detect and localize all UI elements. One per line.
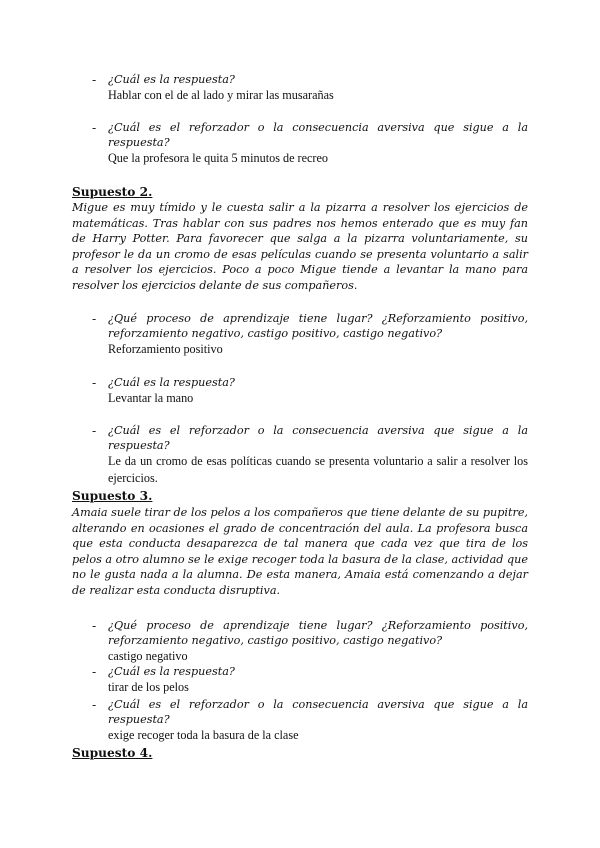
section-heading: Supuesto 4. [72, 746, 153, 760]
s1-respuesta-item [92, 72, 528, 104]
question-text: ¿Cuál es el reforzador o la consecuencia aversiva que sigue a la respuesta? [108, 424, 528, 452]
answer-text: Hablar con el de al lado y mirar las musarañas [108, 88, 334, 102]
bullet-dash: - [92, 72, 97, 87]
section-heading: Supuesto 3. [72, 489, 153, 503]
answer-text: Que la profesora le quita 5 minutos de recreo [108, 151, 328, 165]
question-text: ¿Cuál es la respuesta? [108, 73, 235, 86]
s3-reforzador-item [92, 697, 528, 744]
case-paragraph: Migue es muy tímido y le cuesta salir a la pizarra a resolver los ejercicios de matemáticas. Tras hablar con sus padres nos hemos enterado que es muy fan de Harry Potter. Para favorecer que salga a la pizarra voluntariamente, su profesor le da un cromo de esas películas cuando se presenta voluntario a salir a resolver los ejercicios. Poco a poco Migue tiende a levantar la mano para resolver los ejercicios delante de sus compañeros. [72, 201, 528, 292]
answer-text: castigo negativo [108, 649, 188, 663]
case-paragraph: Amaia suele tirar de los pelos a los compañeros que tiene delante de su pupitre, alterando en ocasiones el grado de concentración del aula. La profesora busca que esta conducta desaparezca de tal manera que cada vez que tira de los pelos a otro alumno se le exige recoger toda la basura de la clase, actividad que no le gusta nada a la alumna. De esta manera, Amaia está comenzando a dejar de realizar esta conducta disruptiva. [72, 506, 528, 597]
s1-reforzador-item [92, 120, 528, 167]
bullet-dash: - [92, 120, 97, 135]
bullet-dash: - [92, 423, 97, 438]
bullet-dash: - [92, 697, 97, 712]
question-text: ¿Cuál es el reforzador o la consecuencia aversiva que sigue a la respuesta? [108, 121, 528, 149]
s3-respuesta-item [92, 664, 528, 696]
answer-text: Le da un cromo de esas políticas cuando se presenta voluntario a salir a resolver los ejercicios. [108, 454, 528, 485]
question-text: ¿Qué proceso de aprendizaje tiene lugar? ¿Reforzamiento positivo, reforzamiento negativo, castigo positivo, castigo negativo? [108, 312, 528, 340]
bullet-dash: - [92, 311, 97, 326]
s2-reforzador-item [92, 423, 528, 486]
section-heading: Supuesto 2. [72, 185, 153, 199]
answer-text: tirar de los pelos [108, 680, 189, 694]
s2-proceso-item [92, 311, 528, 358]
s3-proceso-item [92, 618, 528, 665]
question-text: ¿Cuál es la respuesta? [108, 665, 235, 678]
bullet-dash: - [92, 375, 97, 390]
answer-text: Reforzamiento positivo [108, 342, 223, 356]
s2-respuesta-item [92, 375, 528, 407]
bullet-dash: - [92, 664, 97, 679]
answer-text: exige recoger toda la basura de la clase [108, 728, 299, 742]
bullet-dash: - [92, 618, 97, 633]
answer-text: Levantar la mano [108, 391, 194, 405]
question-text: ¿Cuál es la respuesta? [108, 376, 235, 389]
question-text: ¿Cuál es el reforzador o la consecuencia aversiva que sigue a la respuesta? [108, 698, 528, 726]
question-text: ¿Qué proceso de aprendizaje tiene lugar? ¿Reforzamiento positivo, reforzamiento negativo, castigo positivo, castigo negativo? [108, 619, 528, 647]
